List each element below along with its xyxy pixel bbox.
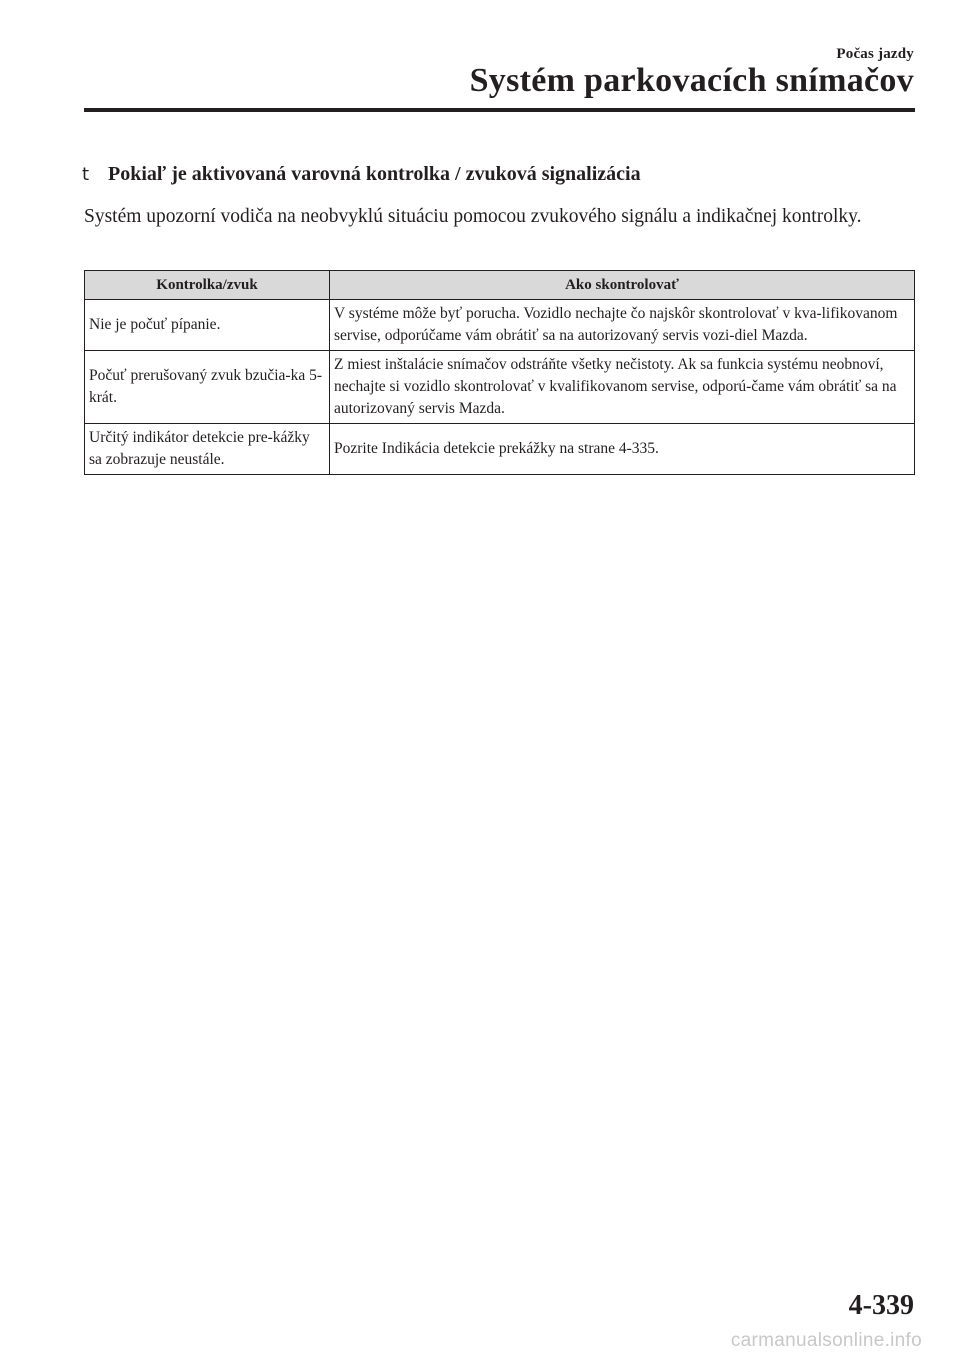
- intro-paragraph: Systém upozorní vodiča na neobvyklú situáciu pomocou zvukového signálu a indikačnej kontrolky.: [84, 206, 862, 227]
- warning-table: [84, 270, 915, 475]
- table-cell-indicator: Počuť prerušovaný zvuk bzučia-ka 5-krát.: [85, 351, 330, 424]
- page-title: Systém parkovacích snímačov: [469, 62, 914, 99]
- watermark: carmanualsonline.info: [730, 1330, 922, 1351]
- column-header-action: Ako skontrolovať: [330, 271, 915, 300]
- table-cell-action: Pozrite Indikácia detekcie prekážky na strane 4-335.: [330, 424, 915, 475]
- table-row: [85, 424, 915, 475]
- section-bullet-icon: t: [82, 164, 90, 185]
- section-heading-text: Pokiaľ je aktivovaná varovná kontrolka / zvuková signalizácia: [108, 163, 641, 185]
- table-header-row: [85, 271, 915, 300]
- table-cell-indicator: Určitý indikátor detekcie pre-kážky sa zobrazuje neustále.: [85, 424, 330, 475]
- table-cell-indicator: Nie je počuť pípanie.: [85, 300, 330, 351]
- header-divider: [84, 108, 915, 112]
- table-row: [85, 351, 915, 424]
- chapter-label: Počas jazdy: [836, 46, 914, 62]
- table-cell-action: Z miest inštalácie snímačov odstráňte všetky nečistoty. Ak sa funkcia systému neobnoví, nechajte si vozidlo skontrolovať v kvalifikovanom servise, odporú-čame vám obrátiť sa na autorizovaný servis Mazda.: [330, 351, 915, 424]
- table-cell-action: V systéme môže byť porucha. Vozidlo nechajte čo najskôr skontrolovať v kva-lifikovanom servise, odporúčame vám obrátiť sa na autorizovaný servis vozi-diel Mazda.: [330, 300, 915, 351]
- table-row: [85, 300, 915, 351]
- page-number: 4-339: [848, 1290, 914, 1321]
- section-heading: [82, 163, 641, 186]
- column-header-indicator: Kontrolka/zvuk: [85, 271, 330, 300]
